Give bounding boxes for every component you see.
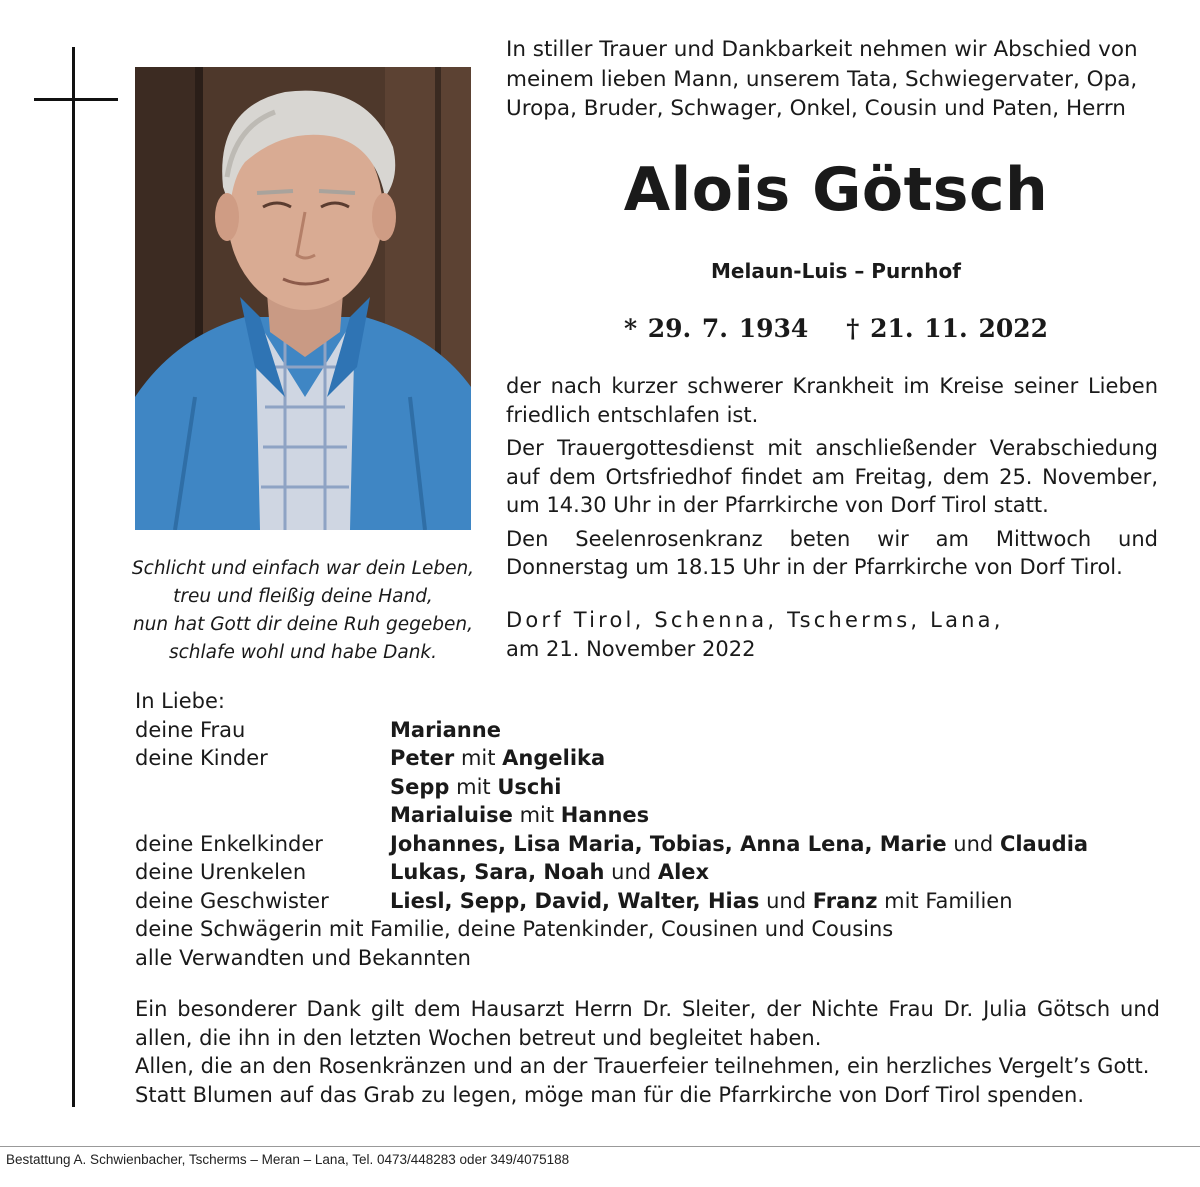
portrait-photo xyxy=(135,67,471,530)
body-paragraph: Den Seelenrosenkranz beten wir am Mittwoch und Donnerstag um 18.15 Uhr in der Pfarrkirche von Dorf Tirol. xyxy=(506,526,1158,579)
cross-horizontal-bar xyxy=(34,98,118,101)
intro-line: In stiller Trauer und Dankbarkeit nehmen wir Abschied von xyxy=(506,37,1138,62)
farm-name: Melaun-Luis – Purnhof xyxy=(711,259,961,283)
family-connector-text: mit xyxy=(449,774,498,799)
family-relation-label: deine Urenkelen xyxy=(135,860,307,884)
family-connector-text: und xyxy=(604,860,658,884)
intro-line: Uropa, Bruder, Schwager, Onkel, Cousin und Paten, Herrn xyxy=(506,96,1126,121)
family-names xyxy=(390,858,1165,887)
family-member-name: Uschi xyxy=(497,774,562,799)
family-extra-line: alle Verwandten und Bekannten xyxy=(135,945,471,970)
family-connector-text: und xyxy=(759,888,813,913)
thanks-paragraph: Ein besonderer Dank gilt dem Hausarzt Herrn Dr. Sleiter, der Nichte Frau Dr. Julia Götsch und allen, die ihn in den letzten Wochen betreut und begleitet haben. xyxy=(135,997,1160,1050)
family-member-name: Angelika xyxy=(502,746,606,770)
body-paragraph: der nach kurzer schwerer Krankheit im Kreise seiner Lieben friedlich entschlafen ist. xyxy=(506,374,1158,427)
thanks-paragraph: Allen, die an den Rosenkränzen und an der Trauerfeier teilnehmen, ein herzliches Vergelt’s Gott. xyxy=(135,1054,1150,1078)
place-date: am 21. November 2022 xyxy=(506,637,756,661)
family-names xyxy=(390,887,1165,916)
family-member-name: Claudia xyxy=(999,831,1089,856)
family-row xyxy=(135,801,1165,830)
family-member-name: Marianne xyxy=(390,717,501,742)
family-member-name: Peter xyxy=(390,746,455,770)
place-towns: Dorf Tirol, Schenna, Tscherms, Lana, xyxy=(506,608,1004,632)
family-relation-label xyxy=(135,773,390,802)
family-member-name: Lukas, Sara, Noah xyxy=(390,860,605,884)
funeral-home-footer: Bestattung A. Schwienbacher, Tscherms – Meran – Lana, Tel. 0473/448283 oder 349/4075188 xyxy=(6,1152,570,1167)
family-member-name: Marialuise xyxy=(390,803,513,827)
family-member-name: Sepp xyxy=(390,774,450,799)
body-paragraph: Der Trauergottesdienst mit anschließender Verabschiedung auf dem Ortsfriedhof findet am Freitag, dem 25. November, um 14.30 Uhr in der Pfarrkirche von Dorf Tirol statt. xyxy=(506,436,1158,517)
verse-line: nun hat Gott dir deine Ruh gegeben, xyxy=(132,614,474,635)
place-and-date xyxy=(506,606,1158,664)
family-names xyxy=(390,830,1165,859)
life-dates xyxy=(506,314,1166,343)
family-connector-text: und xyxy=(946,831,1000,856)
family-connector-text: mit xyxy=(512,803,561,827)
family-list xyxy=(135,687,1165,972)
family-extra-line: deine Schwägerin mit Familie, deine Patenkinder, Cousinen und Cousins xyxy=(135,917,894,941)
announcement-body xyxy=(506,372,1158,587)
verse-line: treu und fleißig deine Hand, xyxy=(173,586,433,607)
deceased-name: Alois Götsch xyxy=(623,155,1049,225)
family-row xyxy=(135,773,1165,802)
thanks-paragraph: Statt Blumen auf das Grab zu legen, möge man für die Pfarrkirche von Dorf Tirol spenden. xyxy=(135,1082,1085,1107)
verse-line: schlafe wohl und habe Dank. xyxy=(168,642,438,663)
family-heading: In Liebe: xyxy=(135,689,225,713)
family-relation-label xyxy=(135,801,390,830)
family-member-name: Liesl, Sepp, David, Walter, Hias xyxy=(390,888,760,913)
family-row xyxy=(135,830,1165,859)
family-connector-text: mit Familien xyxy=(877,888,1013,913)
footer-divider xyxy=(0,1146,1200,1147)
family-names xyxy=(390,744,1165,773)
family-names xyxy=(390,716,1165,745)
family-member-name: Alex xyxy=(657,860,710,884)
family-row xyxy=(135,858,1165,887)
intro-line: meinem lieben Mann, unserem Tata, Schwiegervater, Opa, xyxy=(506,66,1138,92)
family-member-name: Franz xyxy=(812,888,878,913)
cross-vertical-bar xyxy=(72,47,75,1107)
family-member-name: Johannes, Lisa Maria, Tobias, Anna Lena, Marie xyxy=(390,831,947,856)
intro-text xyxy=(506,35,1166,124)
family-relation-label: deine Kinder xyxy=(135,746,268,770)
family-relation-label: deine Geschwister xyxy=(135,888,329,913)
family-names xyxy=(390,801,1165,830)
family-row xyxy=(135,887,1165,916)
family-names xyxy=(390,773,1165,802)
verse-line: Schlicht und einfach war dein Leben, xyxy=(131,558,475,579)
family-row xyxy=(135,744,1165,773)
death-date: † 21. 11. 2022 xyxy=(846,314,1049,343)
family-connector-text: mit xyxy=(454,746,503,770)
birth-date: * 29. 7. 1934 xyxy=(623,314,809,343)
family-relation-label: deine Frau xyxy=(135,717,246,742)
family-relation-label: deine Enkelkinder xyxy=(135,831,323,856)
memorial-verse xyxy=(120,555,486,667)
family-member-name: Hannes xyxy=(560,803,650,827)
family-row xyxy=(135,716,1165,745)
thanks-section xyxy=(135,995,1160,1109)
